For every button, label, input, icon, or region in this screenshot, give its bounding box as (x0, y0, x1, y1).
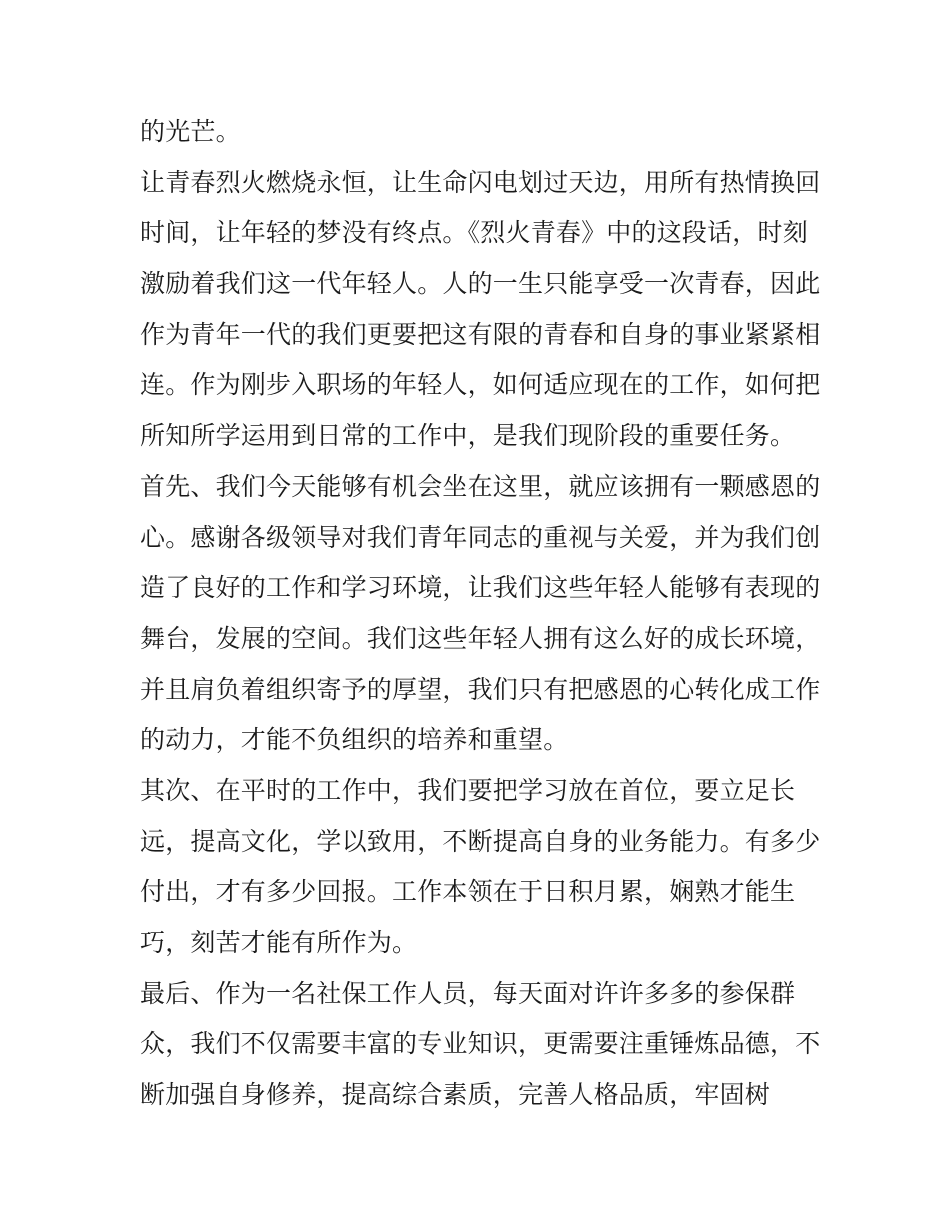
text-line: 付出，才有多少回报。工作本领在于日积月累，娴熟才能生 (140, 877, 796, 907)
text-line: 作为青年一代的我们更要把这有限的青春和自身的事业紧紧相 (140, 319, 821, 349)
text-line: 的动力，才能不负组织的培养和重望。 (140, 725, 569, 755)
text-line: 断加强自身修养，提高综合素质，完善人格品质，牢固树 (140, 1080, 771, 1110)
text-line: 激励着我们这一代年轻人。人的一生只能享受一次青春，因此 (140, 269, 821, 299)
text-line: 其次、在平时的工作中，我们要把学习放在首位，要立足长 (140, 775, 796, 805)
text-line: 让青春烈火燃烧永恒，让生命闪电划过天边，用所有热情换回 (140, 167, 821, 197)
text-line: 造了良好的工作和学习环境，让我们这些年轻人能够有表现的 (140, 573, 821, 603)
text-line: 巧，刻苦才能有所作为。 (140, 928, 418, 957)
text-line: 心。感谢各级领导对我们青年同志的重视与关爱，并为我们创 (140, 522, 821, 552)
text-line: 并且肩负着组织寄予的厚望，我们只有把感恩的心转化成工作 (140, 674, 821, 704)
text-line: 时间，让年轻的梦没有终点。《烈火青春》中的这段话，时刻 (140, 218, 808, 248)
text-line: 的光芒。 (140, 117, 241, 146)
text-line: 所知所学运用到日常的工作中，是我们现阶段的重要任务。 (140, 421, 796, 451)
document-body (140, 107, 820, 1121)
text-line: 连。作为刚步入职场的年轻人，如何适应现在的工作，如何把 (140, 370, 821, 400)
text-line: 最后、作为一名社保工作人员，每天面对许许多多的参保群 (140, 978, 796, 1008)
text-line: 舞台，发展的空间。我们这些年轻人拥有这么好的成长环境， (140, 623, 821, 653)
text-line: 远，提高文化，学以致用，不断提高自身的业务能力。有多少 (140, 826, 821, 856)
text-line: 众，我们不仅需要丰富的专业知识，更需要注重锤炼品德，不 (140, 1029, 821, 1059)
text-line: 首先、我们今天能够有机会坐在这里，就应该拥有一颗感恩的 (140, 471, 821, 501)
